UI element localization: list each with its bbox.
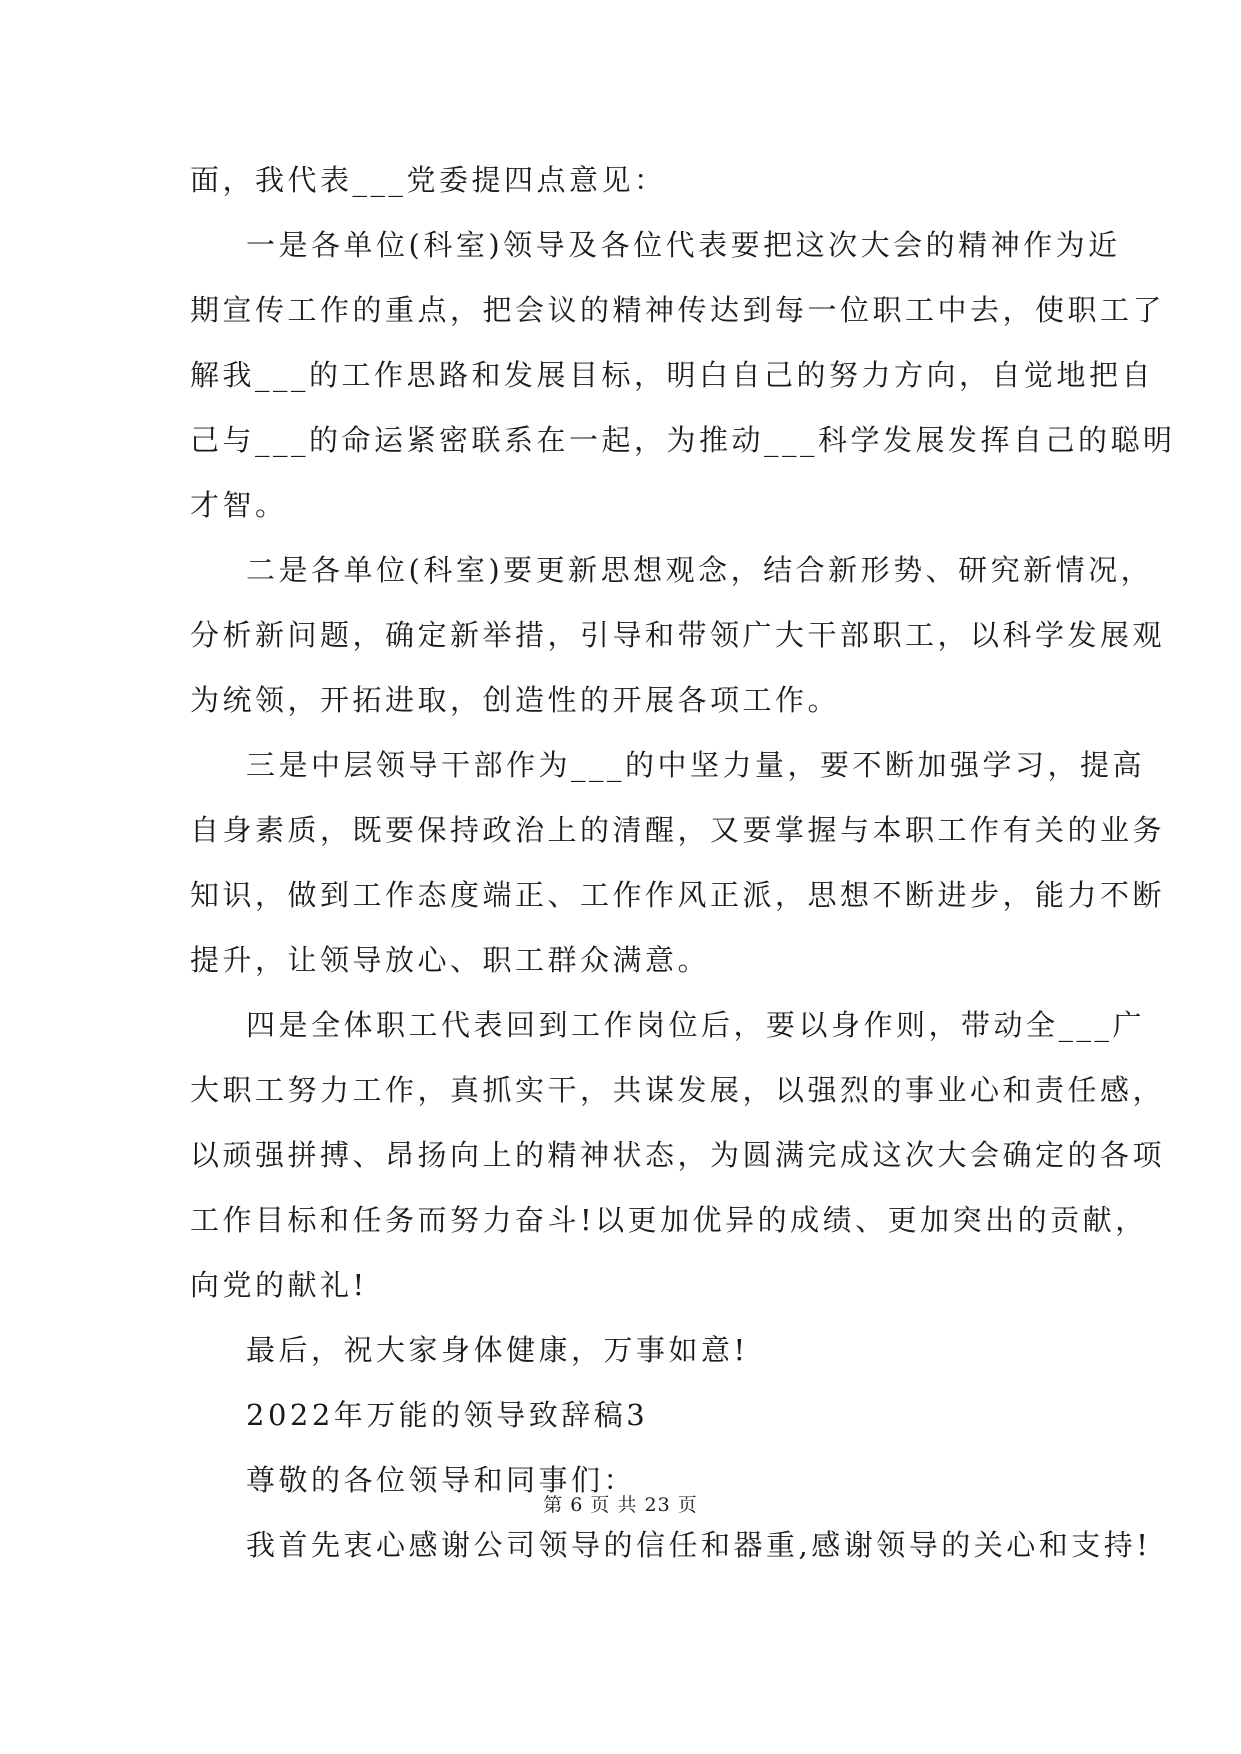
body-line: 为统领，开拓进取，创造性的开展各项工作。 <box>190 683 841 717</box>
document-body <box>190 160 1176 1590</box>
body-line: 自身素质，既要保持政治上的清醒，又要掌握与本职工作有关的业务 <box>190 813 1166 847</box>
body-line: 三是中层领导干部作为___的中坚力量，要不断加强学习，提高 <box>246 748 1146 782</box>
body-line: 二是各单位(科室)要更新思想观念，结合新形势、研究新情况， <box>246 553 1154 587</box>
body-line: 向党的献礼! <box>190 1268 368 1302</box>
body-line: 解我___的工作思路和发展目标，明白自己的努力方向，自觉地把自 <box>190 358 1155 392</box>
body-line: 工作目标和任务而努力奋斗!以更加优异的成绩、更加突出的贡献， <box>190 1203 1148 1237</box>
body-line: 期宣传工作的重点，把会议的精神传达到每一位职工中去，使职工了 <box>190 293 1166 327</box>
page-footer: 第 6 页 共 23 页 <box>543 1494 698 1516</box>
body-line: 四是全体职工代表回到工作岗位后，要以身作则，带动全___广 <box>246 1008 1146 1042</box>
body-line: 己与___的命运紧密联系在一起，为推动___科学发展发挥自己的聪明 <box>190 423 1176 457</box>
body-line: 才智。 <box>190 488 288 522</box>
body-line: 提升，让领导放心、职工群众满意。 <box>190 943 711 977</box>
body-line: 以顽强拼搏、昂扬向上的精神状态，为圆满完成这次大会确定的各项 <box>190 1138 1166 1172</box>
body-line: 我首先衷心感谢公司领导的信任和器重,感谢领导的关心和支持! <box>246 1528 1152 1562</box>
body-line: 分析新问题，确定新举措，引导和带领广大干部职工，以科学发展观 <box>190 618 1166 652</box>
body-line: 知识，做到工作态度端正、工作作风正派，思想不断进步，能力不断 <box>190 878 1166 912</box>
body-line: 大职工努力工作，真抓实干，共谋发展，以强烈的事业心和责任感， <box>190 1073 1166 1107</box>
section-heading: 2022年万能的领导致辞稿3 <box>246 1398 649 1432</box>
body-line: 一是各单位(科室)领导及各位代表要把这次大会的精神作为近 <box>246 228 1121 262</box>
body-line: 最后，祝大家身体健康，万事如意! <box>246 1333 749 1367</box>
salutation-line: 尊敬的各位领导和同事们： <box>246 1463 637 1497</box>
body-line: 面，我代表___党委提四点意见： <box>190 163 667 197</box>
